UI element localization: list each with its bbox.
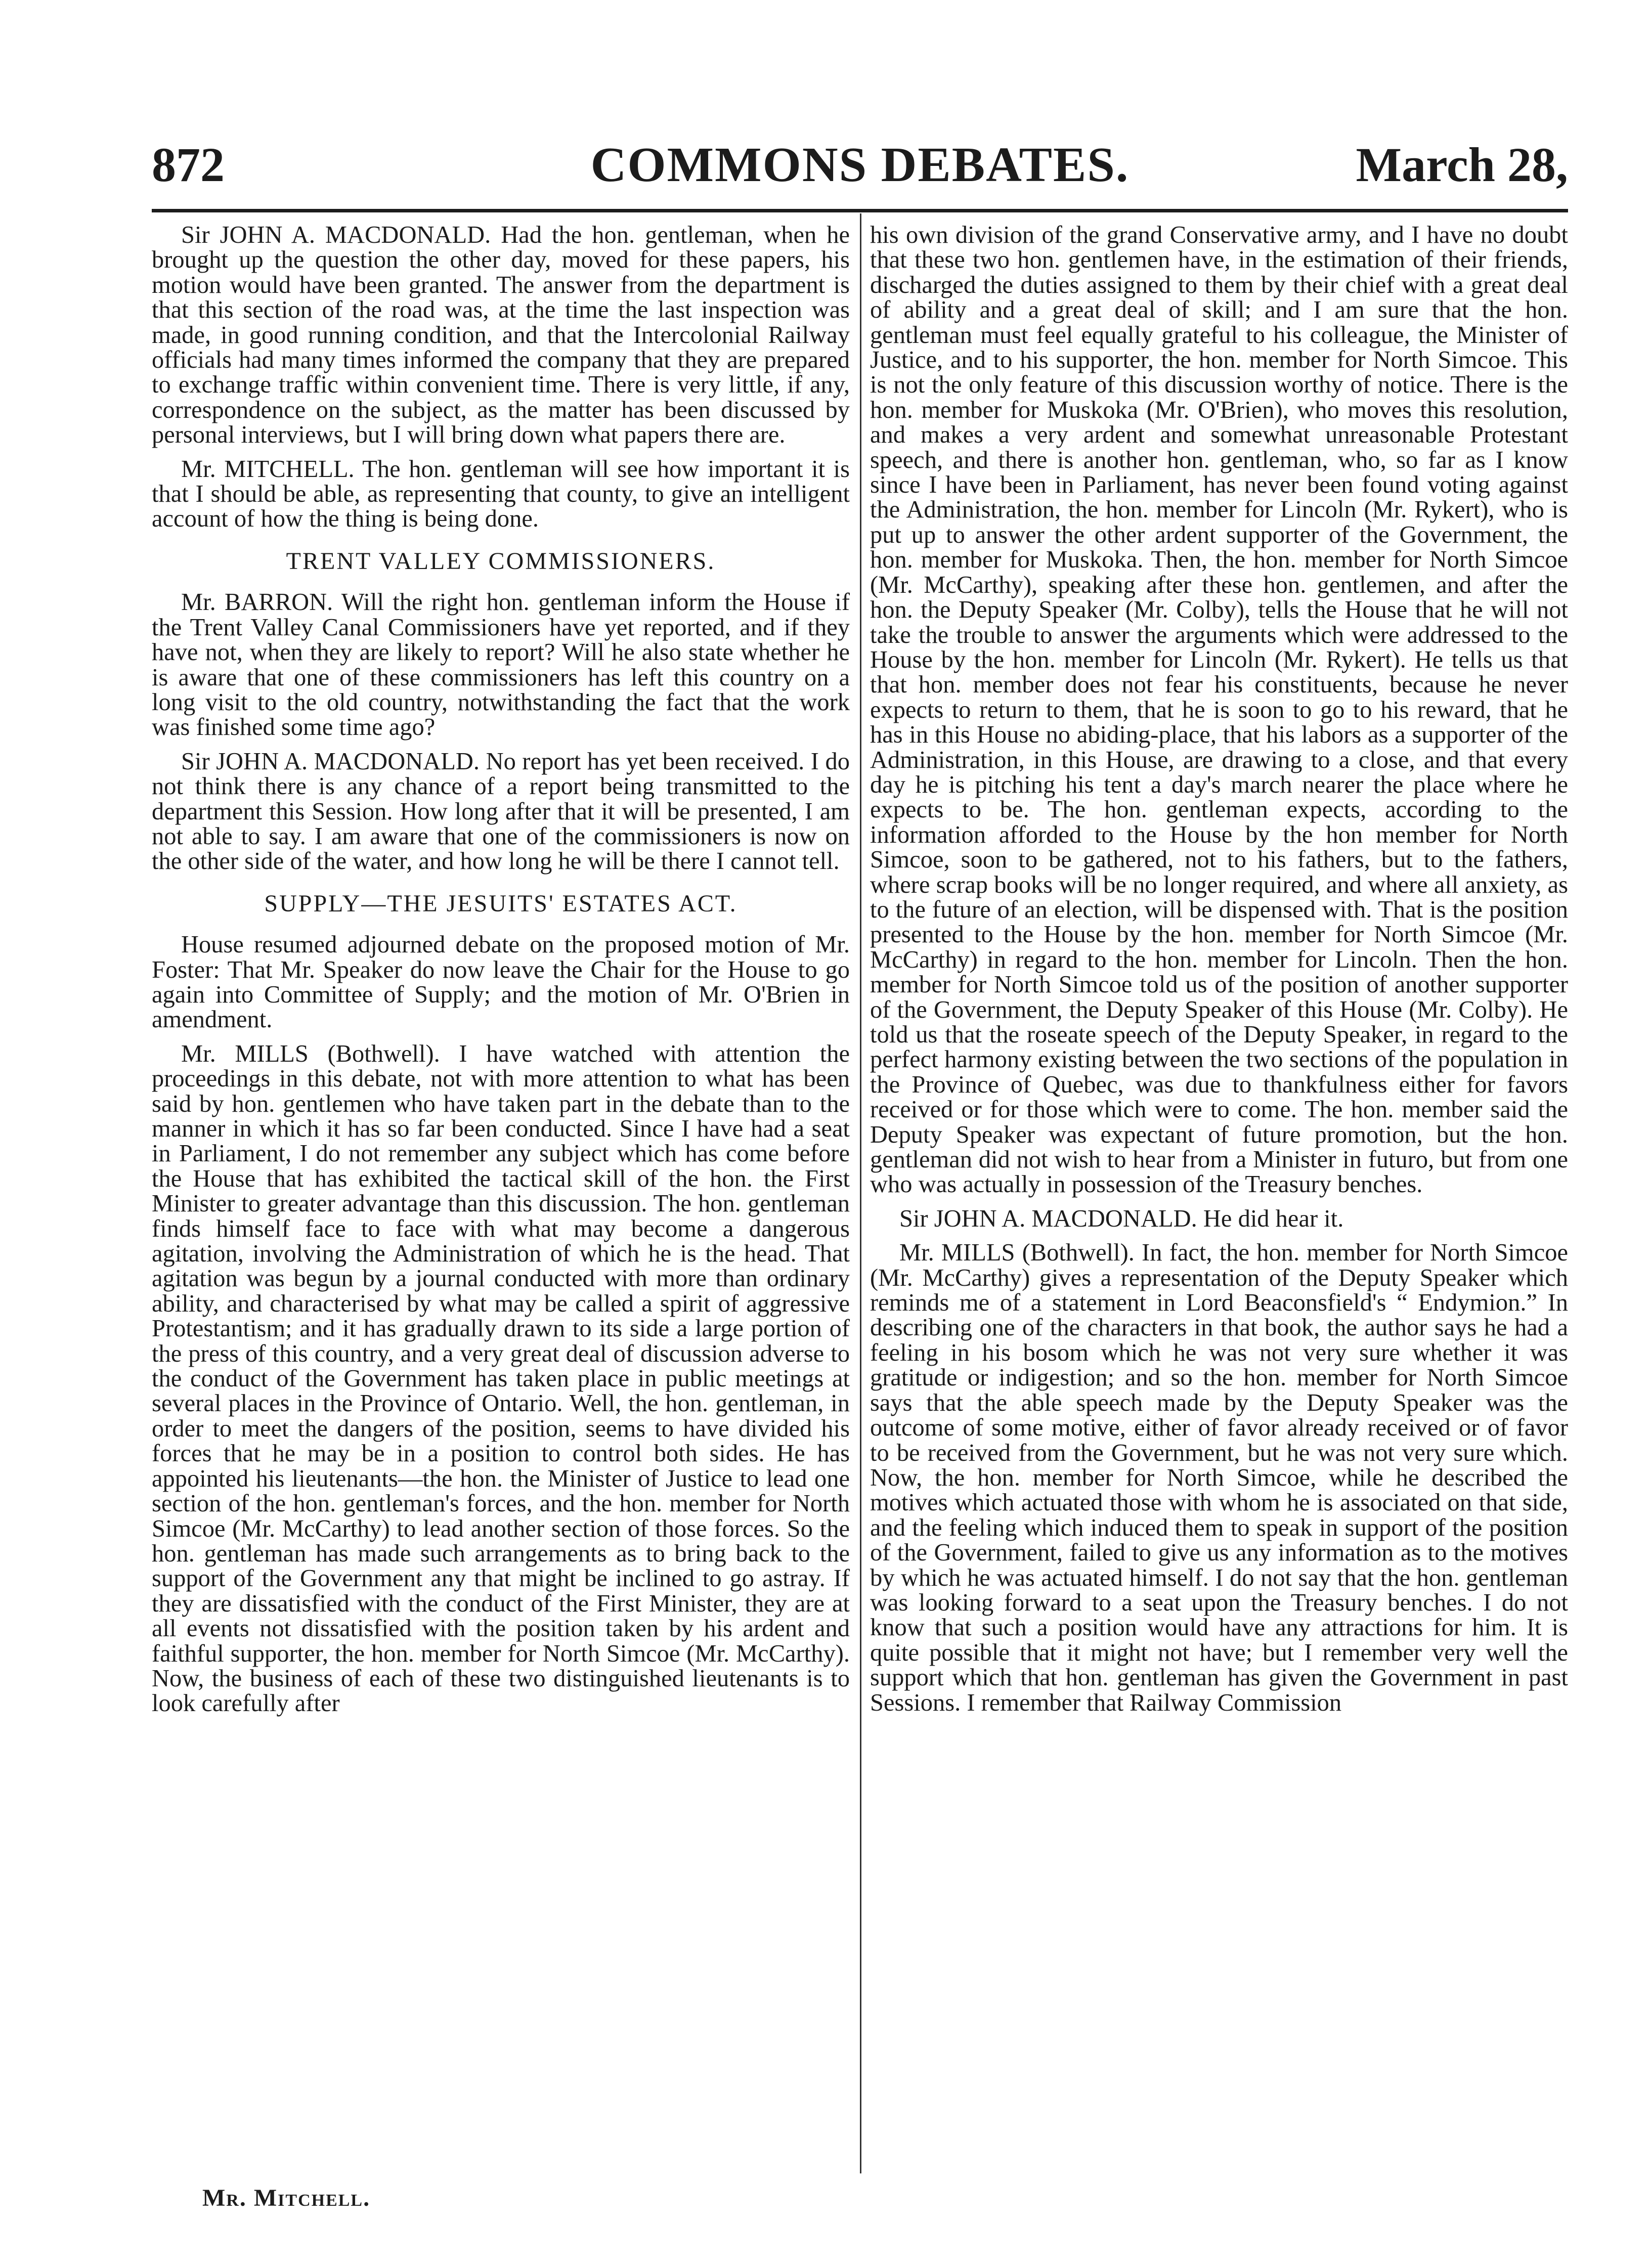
section-heading: SUPPLY—THE JESUITS' ESTATES ACT.: [264, 890, 737, 917]
page-number: 872: [152, 138, 225, 192]
paragraph-continued: his own division of the grand Conservative army, and I have no doubt that these two hon. gentlemen have, in the estimation of their friends, discharged the duties assigned to them by their chief with a great deal of ability and a great deal of skill; and I am sure that the hon. gentleman must feel equally grateful to his colleague, the Minister of Justice, and to his supporter, the hon. member for North Simcoe. This is not the only feature of this discussion worthy of notice. There is the hon. member for Muskoka (Mr. O'Brien), who moves this resolution, and makes a very ardent and somewhat unreasonable Protestant speech, and there is another hon. gentleman, who, so far as I know since I have been in Parliament, has never been found voting against the Administration, the hon. member for Lincoln (Mr. Rykert), who is put up to answer the other ardent supporter of the Government, the hon. member for Muskoka. Then, the hon. member for North Simcoe (Mr. McCarthy), speaking after these hon. gentlemen, and after the hon. the Deputy Speaker (Mr. Colby), tells the House that he will not take the trouble to answer the arguments which were addressed to the House by the hon. member for Lincoln (Mr. Rykert). He tells us that that hon. member does not fear his constituents, because he never expects to return to them, that he is soon to go to his reward, that he has in this House no abiding-place, that his labors as a supporter of the Administration, in this House, are drawing to a close, and that every day he is pitching his tent a day's march nearer the place where he expects to be. The hon. gentleman expects, according to the information afforded to the House by the hon member for North Simcoe, soon to be gathered, not to his fathers, but to the fathers, where scrap books will be no longer required, and where all anxiety, as to the future of an election, will be dispensed with. That is the position presented to the House by the hon. member for North Simcoe (Mr. McCarthy) in regard to the hon. member for Lincoln. Then the hon. member for North Simcoe told us of the position of another supporter of the Government, the Deputy Speaker of this House (Mr. Colby). He told us that the roseate speech of the Deputy Speaker, in regard to the perfect harmony existing between the two sections of the population in the Province of Quebec, was due to thankfulness either for favors received or for those which were to come. The hon. member said the Deputy Speaker was expectant of future promotion, but the hon. gentleman did not wish to hear from a Minister in futuro, but from one who was actually in possession of the Treasury benches.: [870, 222, 1568, 1198]
right-column: [870, 223, 1568, 1724]
header-date: March 28,: [1356, 138, 1568, 192]
paragraph: Mr. MITCHELL. The hon. gentleman will see how important it is that I should be able, as representing that county, to give an intelligent account of how the thing is being done.: [152, 455, 850, 533]
section-heading: TRENT VALLEY COMMISSIONERS.: [286, 547, 716, 575]
column-divider: [860, 213, 861, 2173]
page-title: COMMONS DEBATES.: [590, 138, 1129, 192]
paragraph: Sir JOHN A. MACDONALD. Had the hon. gentleman, when he brought up the question the other day, moved for these papers, his motion would have been granted. The answer from the department is that this section of the road was, at the time the last inspection was made, in good running condition, and that the Intercolonial Railway officials had many times informed the company that they are prepared to exchange traffic within convenient time. There is very little, if any, correspondence on the subject, as the matter has been discussed by personal interviews, but I will bring down what papers there are.: [152, 222, 850, 449]
paragraph: House resumed adjourned debate on the proposed motion of Mr. Foster: That Mr. Speaker do now leave the Chair for the House to go again into Committee of Supply; and the motion of Mr. O'Brien in amendment.: [152, 931, 850, 1033]
paragraph: Mr. MILLS (Bothwell). In fact, the hon. member for North Simcoe (Mr. McCarthy) gives a representation of the Deputy Speaker which reminds me of a statement in Lord Beaconsfield's “ Endymion.” In describing one of the characters in that book, the author says he had a feeling in his bosom which he was not very sure whether it was gratitude or indigestion; and so the hon. member for North Simcoe says that the able speech made by the Deputy Speaker was the outcome of some motive, either of favor already received or of favor to be received from the Government, but he was not very sure which. Now, the hon. member for North Simcoe, while he described the motives which actuated those with whom he is associated on that side, and the feeling which induced them to speak in support of the position of the Government, failed to give us any information as to the motives by which he was actuated himself. I do not say that the hon. gentleman was looking forward to a seat upon the Treasury benches. I do not know that such a position would have any attractions for him. It is quite possible that it might not have; but I remember very well the support which that hon. gentleman has given the Government in past Sessions. I remember that Railway Commission: [870, 1239, 1568, 1716]
paragraph: Mr. BARRON. Will the right hon. gentleman inform the House if the Trent Valley Canal Commissioners have yet reported, and if they have not, when they are likely to report? Will he also state whether he is aware that one of these commissioners has left this country on a long visit to the old country, notwithstanding the fact that the work was finished some time ago?: [152, 589, 850, 741]
header-rule: [152, 209, 1568, 212]
page-header: [152, 137, 1568, 192]
left-column: [152, 223, 850, 1725]
paragraph: Mr. MILLS (Bothwell). I have watched with attention the proceedings in this debate, not with more attention to what has been said by hon. gentlemen who have taken part in the debate than to the manner in which it has so far been conducted. Since I have had a seat in Parliament, I do not remember any subject which has come before the House that has exhibited the tactical skill of the hon. the First Minister to greater advantage than this discussion. The hon. gentleman finds himself face to face with what may become a dangerous agitation, involving the Administration of which he is the head. That agitation was begun by a journal conducted with more than ordinary ability, and characterised by what may be called a spirit of aggressive Protestantism; and it has gradually drawn to its side a large portion of the press of this country, and a very great deal of discussion adverse to the conduct of the Government has taken place in public meetings at several places in the Province of Ontario. Well, the hon. gentleman, in order to meet the dangers of the position, seems to have divided his forces that he may be in a position to control both sides. He has appointed his lieutenants—the hon. the Minister of Justice to lead one section of the hon. gentleman's forces, and the hon. member for North Simcoe (Mr. McCarthy) to lead another section of those forces. So the hon. gentleman has made such arrangements as to bring back to the support of the Government any that might be inclined to go astray. If they are dissatisfied with the conduct of the First Minister, they are at all events not dissatisfied with the position taken by his ardent and faithful supporter, the hon. member for North Simcoe (Mr. McCarthy). Now, the business of each of these two distinguished lieutenants is to look carefully after: [152, 1040, 850, 1717]
paragraph: Sir JOHN A. MACDONALD. He did hear it.: [899, 1205, 1344, 1232]
catchword: Mr. Mitchell.: [202, 2185, 371, 2211]
paragraph: Sir JOHN A. MACDONALD. No report has yet been received. I do not think there is any chance of a report being transmitted to the department this Session. How long after that it will be presented, I am not able to say. I am aware that one of the commissioners is now on the other side of the water, and how long he will be there I cannot tell.: [152, 748, 850, 875]
